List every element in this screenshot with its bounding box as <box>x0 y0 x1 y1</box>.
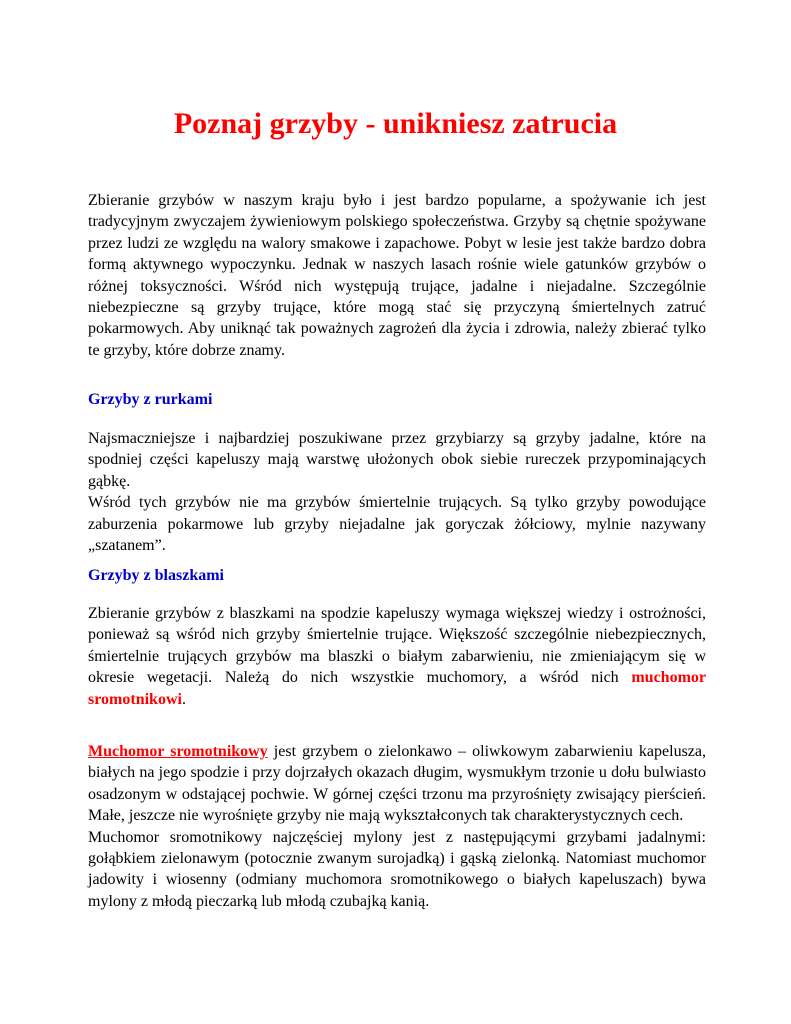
page-title: Poznaj grzyby - unikniesz zatrucia <box>173 107 618 140</box>
section-blaszki-end: . <box>181 690 186 708</box>
section-heading-rurki: Grzyby z rurkami <box>88 391 213 408</box>
muchomor-paragraph-1-text: jest grzybem o zielonkawo – oliwkowym zabarwieniu kapelusza, białych na jego spodzie i przy dojrzałych okazach długim, wysmukłym trzonie u dołu bulwiasto osadzonym w odstającej pochwie. W górnej części trzonu ma przyrośnięty zwisający pierścień. Małe, jeszcze nie wyrośnięte grzyby nie mają wykształconych tak charakterystycznych cech. <box>88 743 706 825</box>
section-rurki-paragraph-2: Wśród tych grzybów nie ma grzybów śmiertelnie trujących. Są tylko grzyby powodujące zaburzenia pokarmowe lub grzyby niejadalne jak goryczak żółciowy, mylnie nazywany „szatanem”. <box>88 494 706 555</box>
muchomor-name-highlight: Muchomor sromotnikowy <box>88 743 268 760</box>
section-rurki-paragraph-1: Najsmaczniejsze i najbardziej poszukiwane przez grzybiarzy są grzyby jadalne, które na spodniej części kapeluszy mają warstwę ułożonych obok siebie rureczek przypominających gąbkę. <box>88 430 706 490</box>
muchomor-paragraph-1 <box>88 741 706 827</box>
muchomor-highlight: muchomor sromotnikowi <box>88 669 706 708</box>
section-blaszki-paragraph <box>88 603 706 710</box>
section-heading-blaszki: Grzyby z blaszkami <box>88 567 224 584</box>
section-rurki-text <box>88 428 706 556</box>
muchomor-description <box>88 741 706 912</box>
intro-paragraph: Zbieranie grzybów w naszym kraju było i jest bardzo popularne, a spożywanie ich jest tradycyjnym zwyczajem żywieniowym polskiego społeczeństwa. Grzyby są chętnie spożywane przez ludzi ze względu na walory smakowe i zapachowe. Pobyt w lesie jest także bardzo dobra formą aktywnego wypoczynku. Jednak w naszych lasach rośnie wiele gatunków grzybów o różnej toksyczności. Wśród nich występują trujące, jadalne i niejadalne. Szczególnie niebezpieczne są grzyby trujące, które mogą stać się przyczyną śmiertelnych zatruć pokarmowych. Aby uniknąć tak poważnych zagrożeń dla życia i zdrowia, należy zbierać tylko te grzyby, które dobrze znamy. <box>88 192 706 359</box>
section-blaszki-text: Zbieranie grzybów z blaszkami na spodzie kapeluszy wymaga większej wiedzy i ostrożności, ponieważ są wśród nich grzyby śmiertelnie trujące. Większość szczególnie niebezpiecznych, śmiertelnie trujących grzybów ma blaszki o białym zabarwieniu, nie zmieniającym się w okresie wegetacji. Należą do nich wszystkie muchomory, a wśród nich <box>88 605 706 687</box>
muchomor-paragraph-2: Muchomor sromotnikowy najczęściej mylony jest z następującymi grzybami jadalnymi: gołąbkiem zielonawym (potocznie zwanym surojadką) i gąską zielonką. Natomiast muchomor jadowity i wiosenny (odmiany muchomora sromotnikowego o białych kapeluszach) bywa mylony z młodą pieczarką lub młodą czubajką kanią. <box>88 828 706 910</box>
